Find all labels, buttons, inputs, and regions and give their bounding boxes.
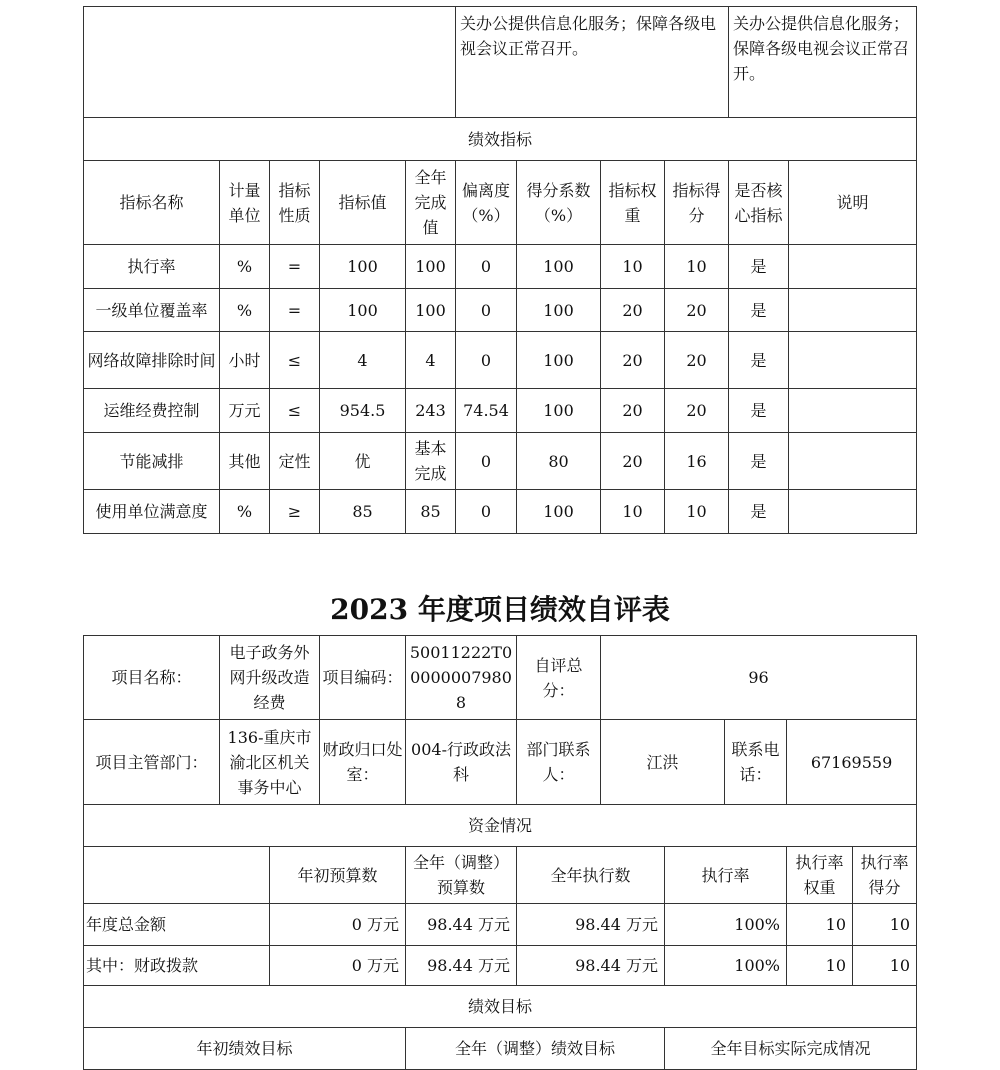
project-self-evaluation-table xyxy=(83,635,917,1070)
cell: % xyxy=(220,245,270,289)
cell: 100% xyxy=(665,946,787,986)
cell: 80 xyxy=(517,433,601,490)
cell: 20 xyxy=(665,332,729,389)
header-cell: 得分系数（%） xyxy=(517,161,601,245)
department-label: 项目主管部门： xyxy=(84,720,220,805)
header-cell: 执行率得分 xyxy=(853,847,917,904)
cell: % xyxy=(220,490,270,534)
finance-office-value: 004-行政政法科 xyxy=(406,720,517,805)
cell: 20 xyxy=(601,332,665,389)
cell: 0 万元 xyxy=(270,946,406,986)
table-row xyxy=(84,636,917,720)
finance-office-label: 财政归口处室： xyxy=(320,720,406,805)
table-row xyxy=(84,433,917,490)
cell: 100 xyxy=(517,490,601,534)
cell: = xyxy=(270,245,320,289)
table-row xyxy=(84,490,917,534)
table-header-row xyxy=(84,1028,917,1070)
table-row xyxy=(84,805,917,847)
cell: 10 xyxy=(853,904,917,946)
table-row xyxy=(84,332,917,389)
cell: 4 xyxy=(406,332,456,389)
cell: 85 xyxy=(406,490,456,534)
cell: 节能减排 xyxy=(84,433,220,490)
cell xyxy=(789,332,917,389)
cell: 是 xyxy=(729,490,789,534)
cell: 10 xyxy=(601,245,665,289)
department-value: 136-重庆市渝北区机关事务中心 xyxy=(220,720,320,805)
cell: 网络故障排除时间 xyxy=(84,332,220,389)
header-cell: 执行率 xyxy=(665,847,787,904)
cell: 10 xyxy=(787,904,853,946)
cell: 100% xyxy=(665,904,787,946)
cell xyxy=(789,245,917,289)
table-row xyxy=(84,720,917,805)
header-cell: 全年（调整）绩效目标 xyxy=(406,1028,665,1070)
cell: 100 xyxy=(406,245,456,289)
cell: 98.44 万元 xyxy=(406,904,517,946)
header-cell xyxy=(84,847,270,904)
header-cell: 年初预算数 xyxy=(270,847,406,904)
cell: 是 xyxy=(729,389,789,433)
cell: 20 xyxy=(601,433,665,490)
cell: 10 xyxy=(787,946,853,986)
cell: 85 xyxy=(320,490,406,534)
cell: 其中：财政拨款 xyxy=(84,946,270,986)
header-cell: 全年执行数 xyxy=(517,847,665,904)
table-row xyxy=(84,289,917,332)
cell: 万元 xyxy=(220,389,270,433)
cell: 10 xyxy=(853,946,917,986)
cell: 运维经费控制 xyxy=(84,389,220,433)
project-name-label: 项目名称： xyxy=(84,636,220,720)
table-row xyxy=(84,946,917,986)
cell: 100 xyxy=(320,245,406,289)
header-cell: 全年目标实际完成情况 xyxy=(665,1028,917,1070)
header-cell: 计量单位 xyxy=(220,161,270,245)
cell: 243 xyxy=(406,389,456,433)
phone-label: 联系电话： xyxy=(725,720,787,805)
header-cell: 全年（调整）预算数 xyxy=(406,847,517,904)
header-cell: 执行率权重 xyxy=(787,847,853,904)
cell: 0 xyxy=(456,245,517,289)
table-header-row xyxy=(84,847,917,904)
header-cell: 指标得分 xyxy=(665,161,729,245)
header-cell: 指标名称 xyxy=(84,161,220,245)
header-cell: 是否核心指标 xyxy=(729,161,789,245)
table-row xyxy=(84,245,917,289)
cell: 100 xyxy=(517,289,601,332)
cell: 20 xyxy=(665,289,729,332)
goal-text-cell: 关办公提供信息化服务；保障各级电视会议正常召开。 xyxy=(729,7,917,118)
cell: 执行率 xyxy=(84,245,220,289)
total-score-value: 96 xyxy=(601,636,917,720)
cell: 使用单位满意度 xyxy=(84,490,220,534)
total-score-label: 自评总分： xyxy=(517,636,601,720)
contact-person-label: 部门联系人： xyxy=(517,720,601,805)
cell: 16 xyxy=(665,433,729,490)
header-cell: 指标性质 xyxy=(270,161,320,245)
table-row xyxy=(84,986,917,1028)
cell: 98.44 万元 xyxy=(517,904,665,946)
cell: 10 xyxy=(601,490,665,534)
cell: = xyxy=(270,289,320,332)
cell: 20 xyxy=(665,389,729,433)
cell: 0 万元 xyxy=(270,904,406,946)
cell: % xyxy=(220,289,270,332)
cell: 基本完成 xyxy=(406,433,456,490)
goal-text-cell: 关办公提供信息化服务；保障各级电视会议正常召开。 xyxy=(456,7,729,118)
cell: 100 xyxy=(517,389,601,433)
cell: 100 xyxy=(517,332,601,389)
cell: 是 xyxy=(729,433,789,490)
phone-value: 67169559 xyxy=(787,720,917,805)
header-cell: 全年完成值 xyxy=(406,161,456,245)
cell: 4 xyxy=(320,332,406,389)
project-code-value: 50011222T000000079808 xyxy=(406,636,517,720)
table-header-row xyxy=(84,161,917,245)
header-cell: 年初绩效目标 xyxy=(84,1028,406,1070)
cell: 年度总金额 xyxy=(84,904,270,946)
cell: 20 xyxy=(601,289,665,332)
cell: 10 xyxy=(665,245,729,289)
cell: 一级单位覆盖率 xyxy=(84,289,220,332)
contact-person-value: 江洪 xyxy=(601,720,725,805)
header-cell: 指标值 xyxy=(320,161,406,245)
section-header: 绩效指标 xyxy=(84,118,917,161)
cell: 0 xyxy=(456,332,517,389)
cell: 100 xyxy=(406,289,456,332)
header-cell: 指标权重 xyxy=(601,161,665,245)
cell: 10 xyxy=(665,490,729,534)
cell xyxy=(789,289,917,332)
table-row xyxy=(84,118,917,161)
cell: 100 xyxy=(320,289,406,332)
cell: 定性 xyxy=(270,433,320,490)
section-header: 绩效目标 xyxy=(84,986,917,1028)
cell: ≥ xyxy=(270,490,320,534)
section-header: 资金情况 xyxy=(84,805,917,847)
cell: 是 xyxy=(729,289,789,332)
performance-indicator-table xyxy=(83,6,917,534)
cell: 0 xyxy=(456,289,517,332)
cell: 优 xyxy=(320,433,406,490)
cell: 100 xyxy=(517,245,601,289)
cell xyxy=(789,433,917,490)
table-row xyxy=(84,389,917,433)
cell: 是 xyxy=(729,332,789,389)
cell: 0 xyxy=(456,490,517,534)
header-cell: 偏离度（%） xyxy=(456,161,517,245)
cell: 其他 xyxy=(220,433,270,490)
project-name-value: 电子政务外网升级改造经费 xyxy=(220,636,320,720)
cell: 20 xyxy=(601,389,665,433)
page-title: 2023 年度项目绩效自评表 xyxy=(330,593,670,626)
cell: 是 xyxy=(729,245,789,289)
cell: 98.44 万元 xyxy=(517,946,665,986)
cell: 954.5 xyxy=(320,389,406,433)
cell: 74.54 xyxy=(456,389,517,433)
cell: ≤ xyxy=(270,332,320,389)
cell: 小时 xyxy=(220,332,270,389)
cell: 98.44 万元 xyxy=(406,946,517,986)
table-row xyxy=(84,904,917,946)
cell: 0 xyxy=(456,433,517,490)
header-cell: 说明 xyxy=(789,161,917,245)
cell: ≤ xyxy=(270,389,320,433)
cell xyxy=(789,389,917,433)
table-row xyxy=(84,7,917,118)
project-code-label: 项目编码： xyxy=(320,636,406,720)
cell xyxy=(789,490,917,534)
empty-cell xyxy=(84,7,456,118)
